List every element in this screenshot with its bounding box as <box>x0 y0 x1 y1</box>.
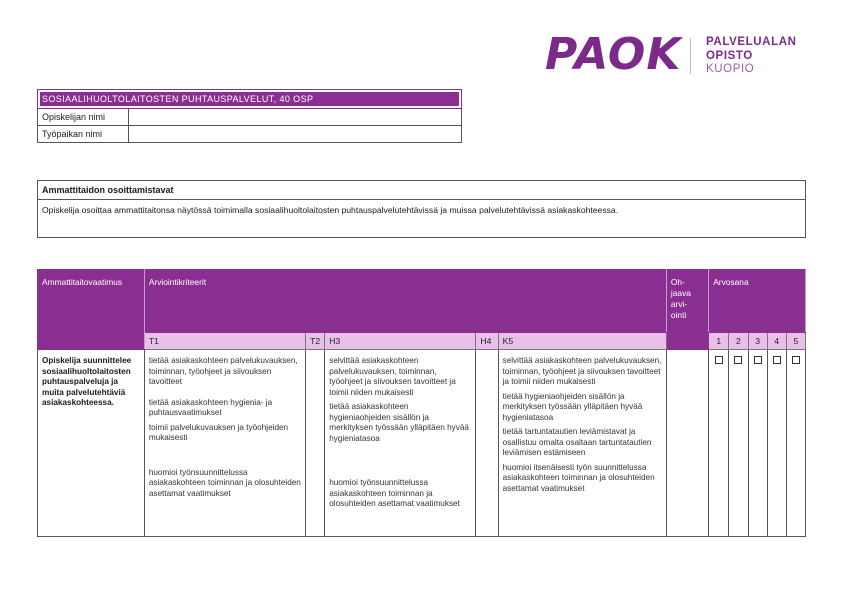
grade-5-label: 5 <box>786 333 805 350</box>
k5-item: tietää tartuntatautien leviämistavat ja osallistuu omalta osaltaan tartuntatautien leviämisen estämiseen <box>502 427 652 457</box>
grade-2-checkbox[interactable] <box>734 356 742 364</box>
level-t1: T1 <box>144 333 305 350</box>
student-name-field[interactable] <box>129 109 462 126</box>
k5-item: selvittää asiakaskohteen palvelukuvauksen, toiminnan, työohjeet ja siivouksen tavoitteet ja toimii niiden mukaisesti <box>502 356 662 386</box>
guided-subheader <box>666 333 708 350</box>
requirement-text: Opiskelija suunnittelee sosiaalihuoltolaitosten puhtauspalveluja ja muita palvelutehtäviä asiakaskohteessa. <box>38 350 145 537</box>
logo-line-3: KUOPIO <box>706 63 755 75</box>
student-name-label: Opiskelijan nimi <box>38 109 129 126</box>
level-h3: H3 <box>325 333 476 350</box>
level-k5: K5 <box>498 333 666 350</box>
criteria-h3 <box>325 350 476 537</box>
criteria-t2 <box>306 350 325 537</box>
grade-3-checkbox[interactable] <box>754 356 762 364</box>
grade-5-checkbox[interactable] <box>792 356 800 364</box>
grade-1-cell <box>709 350 729 537</box>
grade-5-cell <box>786 350 805 537</box>
student-info-table <box>37 89 462 143</box>
grade-4-label: 4 <box>767 333 786 350</box>
t1-item: toimii palvelukuvauksen ja työohjeiden mukaisesti <box>148 422 289 442</box>
grade-header: Arvosana <box>709 270 806 333</box>
logo-divider <box>690 38 691 74</box>
assessment-table <box>37 269 806 537</box>
workplace-name-field[interactable] <box>129 126 462 143</box>
t1-item: tietää asiakaskohteen hygienia- ja puhtausvaatimukset <box>148 397 273 417</box>
h3-item: huomioi työnsuunnittelussa asiakaskohteen toiminnan ja olosuhteiden asettamat vaatimukset <box>329 478 460 508</box>
criteria-h4 <box>476 350 498 537</box>
grade-2-label: 2 <box>729 333 748 350</box>
grade-4-checkbox[interactable] <box>773 356 781 364</box>
criteria-k5 <box>498 350 666 537</box>
k5-item: tietää hygieniaohjeiden sisällön ja merkityksen työssään ylläpitäen hyvää hygieniatasoa <box>502 391 643 422</box>
grade-1-label: 1 <box>709 333 729 350</box>
demonstration-title: Ammattitaidon osoittamistavat <box>38 181 806 200</box>
workplace-name-label: Työpaikan nimi <box>38 126 129 143</box>
criteria-t1 <box>144 350 305 537</box>
grade-2-cell <box>729 350 748 537</box>
logo-line-2: OPISTO <box>706 49 753 62</box>
logo-text <box>706 36 797 77</box>
level-h4: H4 <box>476 333 498 350</box>
guided-assessment-cell[interactable] <box>666 350 708 537</box>
logo-mark: PAOK <box>545 29 682 80</box>
t1-item: huomioi työnsuunnittelussa asiakaskohteen toiminnan ja olosuhteiden asettamat vaatimukset <box>148 467 301 498</box>
k5-item: huomioi itsenäisesti työn suunnittelussa asiakaskohteen toiminnan ja olosuhteiden asettamat vaatimukset <box>502 462 655 493</box>
demonstration-table <box>37 180 806 238</box>
grade-1-checkbox[interactable] <box>715 356 723 364</box>
requirement-header: Ammattitaitovaatimus <box>38 270 145 350</box>
qualification-title: SOSIAALIHUOLTOLAITOSTEN PUHTAUSPALVELUT, 40 OSP <box>38 90 462 109</box>
demonstration-text: Opiskelija osoittaa ammattitaitonsa näytössä toimimalla sosiaalihuoltolaitosten puhtauspalvelutehtävissä ja muissa palvelutehtävissä asiakaskohteessa. <box>38 200 806 238</box>
grade-3-label: 3 <box>748 333 767 350</box>
h3-item: tietää asiakaskohteen hygieniaohjeiden sisällön ja merkityksen työssään ylläpitäen hyvää hygieniatasoa <box>329 402 469 443</box>
t1-item: tietää asiakaskohteen palvelukuvauksen, toiminnan, työohjeet ja siivouksen tavoitteet <box>148 356 298 386</box>
level-t2: T2 <box>306 333 325 350</box>
grade-3-cell <box>748 350 767 537</box>
logo-line-1: PALVELUALAN <box>706 36 797 48</box>
grade-4-cell <box>767 350 786 537</box>
guided-assessment-header: Oh- jaava arvi- ointi <box>666 270 708 333</box>
h3-item: selvittää asiakaskohteen palvelukuvauksen, toiminnan, työohjeet ja siivouksen tavoitteet ja toimii niiden mukaisesti <box>329 356 456 397</box>
criteria-header: Arviointikriteerit <box>144 270 666 333</box>
